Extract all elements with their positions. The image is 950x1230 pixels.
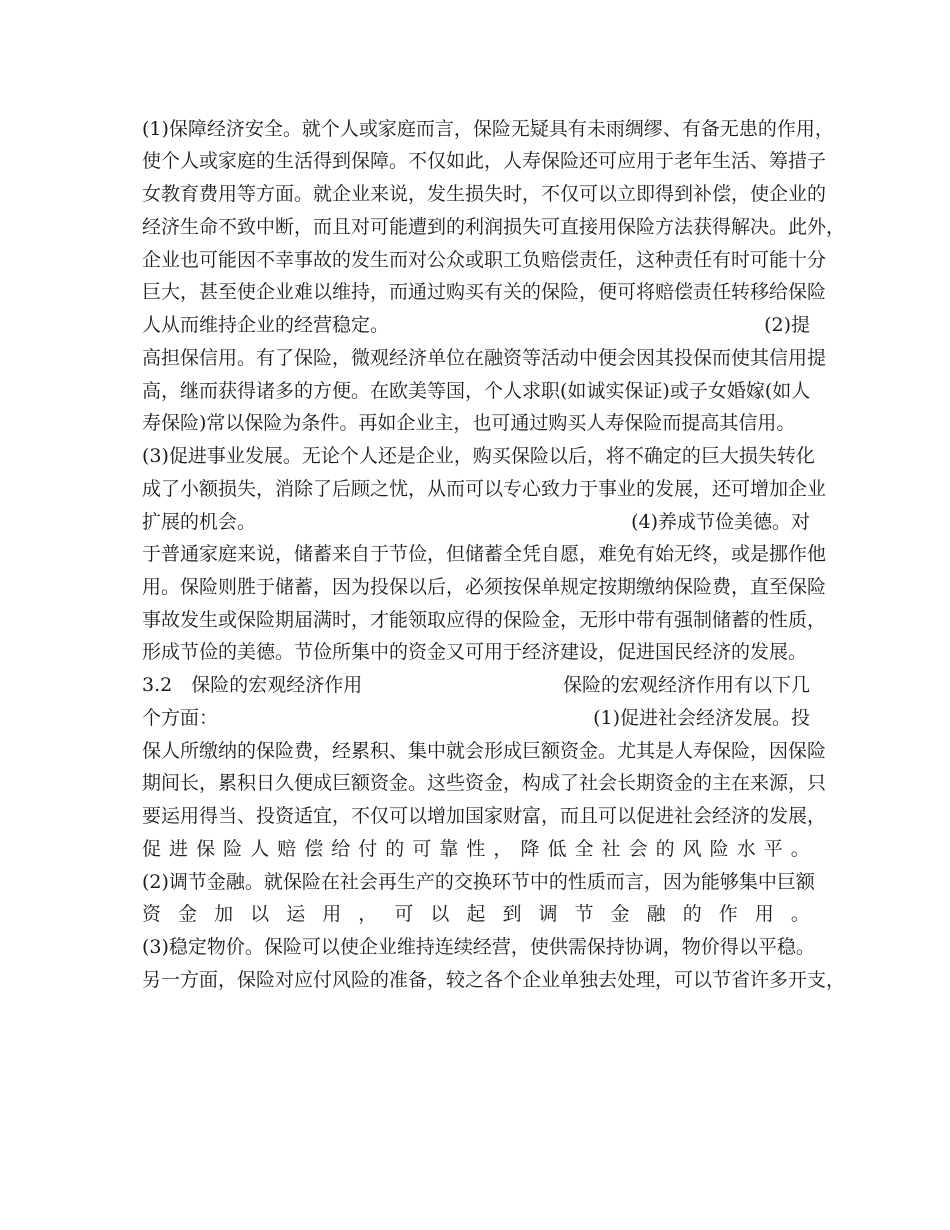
char: 的 [385,838,405,860]
paragraph-line: 要运用得当、投资适宜，不仅可以增加国家财富，而且可以促进社会经济的发展， [142,805,827,827]
line-text-right: 保险的宏观经济作用有以下几 [562,674,810,696]
char: 以 [250,903,270,925]
char: 全 [574,838,594,860]
paragraph-line [142,703,810,733]
char: 加 [214,903,234,925]
spaced-line [142,834,810,864]
char: ， [358,903,378,925]
char: 的 [655,838,675,860]
char: 促 [142,838,162,860]
char: 节 [574,903,594,925]
char: 险 [709,838,729,860]
char: ， [493,838,513,860]
char: 起 [466,903,486,925]
char: 。 [790,903,810,925]
char: 。 [790,838,810,860]
line-text-left: 扩展的机会。 [142,511,257,533]
paragraph-line: (3)促进事业发展。无论个人还是企业，购买保险以后，将不确定的巨大损失转化 [142,445,815,467]
line-text-right: (4)养成节俭美德。对 [631,511,810,533]
line-text-left: 个方面： [142,707,219,729]
paragraph-line: 期间长，累积日久便成巨额资金。这些资金，构成了社会长期资金的主在来源，只 [142,772,827,794]
char: 社 [601,838,621,860]
char: 可 [412,838,432,860]
paragraph-line: (2)调节金融。就保险在社会再生产的交换环节中的性质而言，因为能够集中巨额 [142,871,815,893]
char: 用 [322,903,342,925]
paragraph-line: (1)保障经济安全。就个人或家庭而言，保险无疑具有未雨绸缪、有备无患的作用， [142,118,834,140]
char: 人 [250,838,270,860]
char: 融 [646,903,666,925]
char: 低 [547,838,567,860]
paragraph-line: 使个人或家庭的生活得到保障。不仅如此，人寿保险还可应用于老年生活、筹措子 [142,150,827,172]
char: 付 [358,838,378,860]
section-heading: 3.2 保险的宏观经济作用 [142,674,363,696]
char: 资 [142,903,162,925]
char: 会 [628,838,648,860]
char: 金 [610,903,630,925]
paragraph-line: 企业也可能因不幸事故的发生而对公众或职工负赔偿责任，这种责任有时可能十分 [142,249,827,271]
char: 进 [169,838,189,860]
line-text-right: (1)促进社会经济发展。投 [593,707,810,729]
char: 给 [331,838,351,860]
paragraph-line: (3)稳定物价。保险可以使企业维持连续经营，使供需保持协调，物价得以平稳。 [142,936,815,958]
char: 的 [682,903,702,925]
paragraph-line: 成了小额损失，消除了后顾之忧，从而可以专心致力于事业的发展，还可增加企业 [142,478,827,500]
char: 作 [718,903,738,925]
char: 偿 [304,838,324,860]
char: 平 [763,838,783,860]
char: 可 [394,903,414,925]
char: 金 [178,903,198,925]
char: 赔 [277,838,297,860]
paragraph-line: 于普通家庭来说，储蓄来自于节俭，但储蓄全凭自愿，难免有始无终，或是挪作他 [142,543,827,565]
paragraph-line: 保人所缴纳的保险费，经累积、集中就会形成巨额资金。尤其是人寿保险，因保险 [142,740,827,762]
paragraph-line [142,310,810,340]
paragraph-line: 另一方面，保险对应付风险的准备，较之各个企业单独去处理，可以节省许多开支， [142,969,846,991]
line-text-right: (2)提 [764,314,810,336]
char: 性 [466,838,486,860]
paragraph-line: 形成节俭的美德。节俭所集中的资金又可用于经济建设，促进国民经济的发展。 [142,641,808,663]
char: 降 [520,838,540,860]
char: 险 [223,838,243,860]
paragraph-line [142,507,810,537]
char: 水 [736,838,756,860]
paragraph-line: 用。保险则胜于储蓄，因为投保以后，必须按保单规定按期缴纳保险费，直至保险 [142,576,827,598]
line-text-left: 人从而维持企业的经营稳定。 [142,314,390,336]
paragraph-line: 寿保险)常以保险为条件。再如企业主，也可通过购买人寿保险而提高其信用。 [142,412,796,434]
char: 运 [286,903,306,925]
char: 以 [430,903,450,925]
char: 保 [196,838,216,860]
spaced-line [142,899,810,929]
char: 到 [502,903,522,925]
char: 用 [754,903,774,925]
paragraph-line: 高担保信用。有了保险，微观经济单位在融资等活动中便会因其投保而使其信用提 [142,347,827,369]
paragraph-line: 巨大，甚至使企业难以维持，而通过购买有关的保险，便可将赔偿责任转移给保险 [142,281,827,303]
paragraph-line: 女教育费用等方面。就企业来说，发生损失时，不仅可以立即得到补偿，使企业的 [142,183,827,205]
char: 风 [682,838,702,860]
section-heading-line [142,670,810,700]
paragraph-line: 经济生命不致中断，而且对可能遭到的利润损失可直接用保险方法获得解决。此外， [142,216,846,238]
char: 调 [538,903,558,925]
char: 靠 [439,838,459,860]
paragraph-line: 事故发生或保险期届满时，才能领取应得的保险金，无形中带有强制储蓄的性质， [142,609,827,631]
paragraph-line: 高，继而获得诸多的方便。在欧美等国，个人求职(如诚实保证)或子女婚嫁(如人 [142,380,811,402]
